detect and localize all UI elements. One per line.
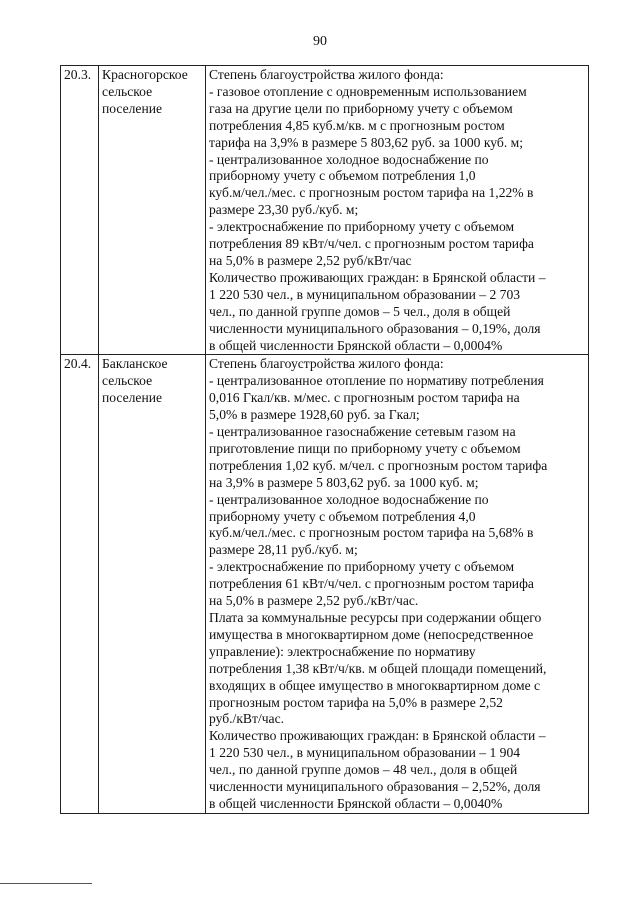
row-number-cell [61, 355, 99, 813]
description-line: в общей численности Брянской области – 0,0004% [209, 337, 503, 353]
description-line: чел., по данной группе домов – 48 чел., доля в общей [209, 762, 518, 778]
tariff-table [60, 65, 589, 814]
description-line: Плата за коммунальные ресурсы при содержании общего [209, 610, 542, 625]
description-line: размере 28,11 руб./куб. м; [209, 542, 358, 558]
description-line: - электроснабжение по приборному учету с объемом [209, 559, 515, 575]
table-row [61, 66, 589, 355]
description-line: 5,0% в размере 1928,60 руб. за Гкал; [209, 407, 420, 423]
description-line: тарифа на 3,9% в размере 5 803,62 руб. за 1000 куб. м; [209, 134, 523, 150]
settlement-name-line: Красногорское [102, 67, 188, 82]
row-number: 20.3. [64, 67, 92, 82]
description-line: приборному учету с объемом потребления 1,0 [209, 168, 476, 184]
description-line: - централизованное газоснабжение сетевым газом на [209, 424, 516, 440]
description-line: управление): электроснабжение по нормативу [209, 643, 476, 659]
settlement-name-line: сельское [102, 83, 153, 99]
description-line: - электроснабжение по приборному учету с объемом [209, 219, 515, 235]
description-line: Количество проживающих граждан: в Брянской области – [209, 728, 546, 744]
description-line: - централизованное отопление по нормативу потребления [209, 373, 544, 389]
description-line: приборному учету с объемом потребления 4,0 [209, 508, 476, 524]
description-cell [206, 355, 589, 813]
description-line: прогнозным ростом тарифа на 5,0% в размере 2,52 [209, 694, 503, 710]
description-line: - централизованное холодное водоснабжение по [209, 151, 489, 167]
description-line: 0,016 Гкал/кв. м/мес. с прогнозным ростом тарифа на [209, 390, 520, 406]
description-line: на 5,0% в размере 2,52 руб/кВт/час [209, 252, 412, 268]
table-row [61, 355, 589, 813]
description-line: 1 220 530 чел., в муниципальном образовании – 2 703 [209, 286, 521, 302]
settlement-name-cell [99, 66, 206, 355]
description-line: входящих в общее имущество в многоквартирном доме с [209, 677, 541, 693]
footnote-separator [0, 883, 92, 884]
description-line: газа на другие цели по приборному учету с объемом [209, 100, 513, 116]
description-line: в общей численности Брянской области – 0,0040% [209, 795, 503, 811]
description-line: куб.м/чел./мес. с прогнозным ростом тарифа на 5,68% в [209, 525, 534, 541]
description-line: Количество проживающих граждан: в Брянской области – [209, 269, 546, 285]
description-line: на 5,0% в размере 2,52 руб./кВт/час. [209, 593, 419, 609]
description-line: потребления 89 кВт/ч/чел. с прогнозным ростом тарифа [209, 236, 534, 252]
settlement-name-line: Бакланское [102, 356, 168, 372]
settlement-name-line: поселение [102, 100, 163, 116]
description-line: численности муниципального образования – 0,19%, доля [209, 320, 541, 336]
description-line: чел., по данной группе домов – 5 чел., доля в общей [209, 303, 511, 319]
settlement-name-line: сельское [102, 373, 153, 389]
description-line: потребления 1,02 куб. м/чел. с прогнозным ростом тарифа [209, 457, 548, 473]
description-cell [206, 66, 589, 355]
description-line: на 3,9% в размере 5 803,62 руб. за 1000 куб. м; [209, 474, 479, 490]
row-number-cell [61, 66, 99, 355]
table-body [61, 66, 589, 814]
description-line: потребления 1,38 кВт/ч/кв. м общей площади помещений, [209, 660, 547, 676]
description-line: размере 23,30 руб./куб. м; [209, 202, 359, 218]
description-line: потребления 4,85 куб.м/кв. м с прогнозным ростом [209, 117, 505, 133]
description-line: куб.м/чел./мес. с прогнозным ростом тарифа на 1,22% в [209, 185, 534, 201]
settlement-name-line: поселение [102, 390, 163, 406]
description-line: имущества в многоквартирном доме (непосредственное [209, 626, 534, 642]
description-line: - газовое отопление с одновременным использованием [209, 83, 527, 99]
page-number: 90 [313, 34, 327, 49]
description-line: руб./кВт/час. [209, 711, 285, 727]
description-line: численности муниципального образования – 2,52%, доля [209, 779, 541, 795]
settlement-name-cell [99, 355, 206, 813]
description-line: - централизованное холодное водоснабжение по [209, 491, 489, 507]
description-line: 1 220 530 чел., в муниципальном образовании – 1 904 [209, 745, 521, 761]
description-line: потребления 61 кВт/ч/чел. с прогнозным ростом тарифа [209, 576, 534, 592]
description-line: Степень благоустройства жилого фонда: [209, 67, 444, 82]
description-line: приготовление пищи по приборному учету с объемом [209, 440, 521, 456]
row-number: 20.4. [64, 356, 92, 372]
description-line: Степень благоустройства жилого фонда: [209, 356, 444, 372]
